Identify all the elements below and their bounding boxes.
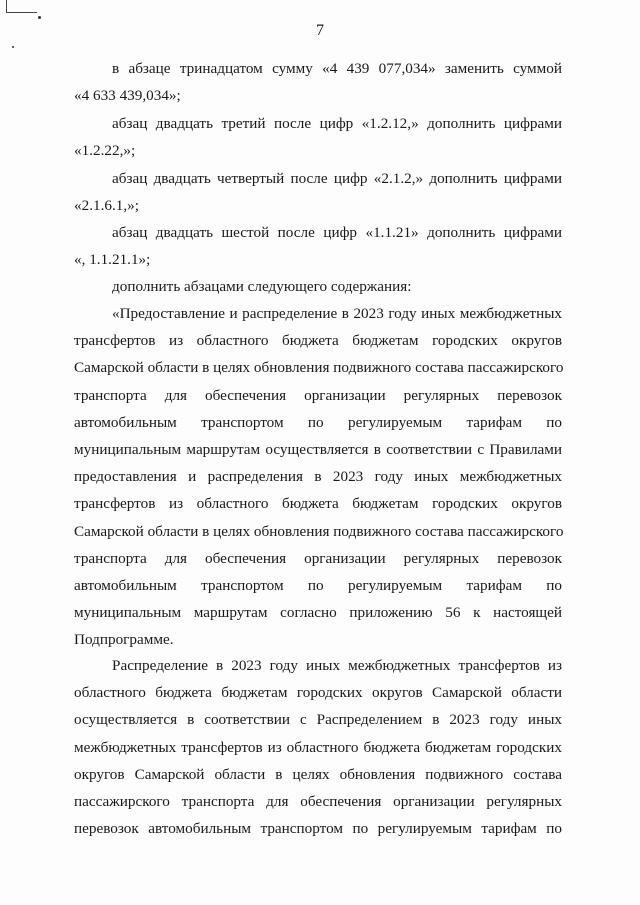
text-line: муниципальным маршрутам согласно приложению 56 к настоящей [74,604,562,622]
text-line: трансфертов из областного бюджета бюджетам городских округов [74,332,562,350]
text-line: в абзаце тринадцатом сумму «4 439 077,034» заменить суммой [112,60,562,77]
text-line: дополнить абзацами следующего содержания: [112,278,412,295]
text-line: муниципальным маршрутам осуществляется в соответствии с Правилами [74,440,562,458]
text-line: пассажирского транспорта для обеспечения организации регулярных [74,792,562,810]
text-line: Подпрограмме. [74,631,174,649]
text-line: «4 633 439,034»; [74,87,181,105]
text-line: абзац двадцать третий после цифр «1.2.12,» дополнить цифрами [112,115,562,132]
text-line: округов Самарской области в целях обновления подвижного состава [74,765,562,783]
paragraph-provision [74,300,562,653]
text-line: «2.1.6.1,»; [74,197,139,215]
text-line: абзац двадцать четвертый после цифр «2.1.2,» дополнить цифрами [112,170,562,187]
text-line: Самарской области в целях обновления подвижного состава пассажирского [74,522,564,540]
text-line: автомобильным транспортом по регулируемым тарифам по [74,576,562,594]
scan-corner-mark [6,0,37,13]
paragraph-abzac-26 [74,219,562,273]
text-line: областного бюджета бюджетам городских округов Самарской области [74,684,562,702]
page-number: 7 [316,22,324,39]
text-line: абзац двадцать шестой после цифр «1.1.21» дополнить цифрами [112,224,562,241]
scan-speck [12,46,14,48]
paragraph-abzac-13 [74,55,562,109]
paragraph-intro [74,273,562,300]
text-line: трансфертов из областного бюджета бюджетам городских округов [74,495,562,513]
text-line: межбюджетных трансфертов из областного бюджета бюджетам городских [74,738,562,756]
text-line: перевозок автомобильным транспортом по регулируемым тарифам по [74,820,562,838]
scan-speck [38,16,41,19]
paragraph-abzac-24 [74,165,562,219]
text-line: автомобильным транспортом по регулируемым тарифам по [74,413,562,431]
text-line: «1.2.22,»; [74,142,136,160]
text-line: «Предоставление и распределение в 2023 году иных межбюджетных [112,305,562,322]
text-line: «, 1.1.21.1»; [74,251,151,269]
text-line: Распределение в 2023 году иных межбюджетных трансфертов из [112,657,562,674]
text-line: транспорта для обеспечения организации регулярных перевозок [74,549,562,567]
paragraph-abzac-23 [74,110,562,164]
text-line: транспорта для обеспечения организации регулярных перевозок [74,386,562,404]
text-line: Самарской области в целях обновления подвижного состава пассажирского [74,359,564,377]
paragraph-distribution [74,652,562,842]
text-line: предоставления и распределения в 2023 году иных межбюджетных [74,468,562,486]
text-line: осуществляется в соответствии с Распределением в 2023 году иных [74,711,562,729]
